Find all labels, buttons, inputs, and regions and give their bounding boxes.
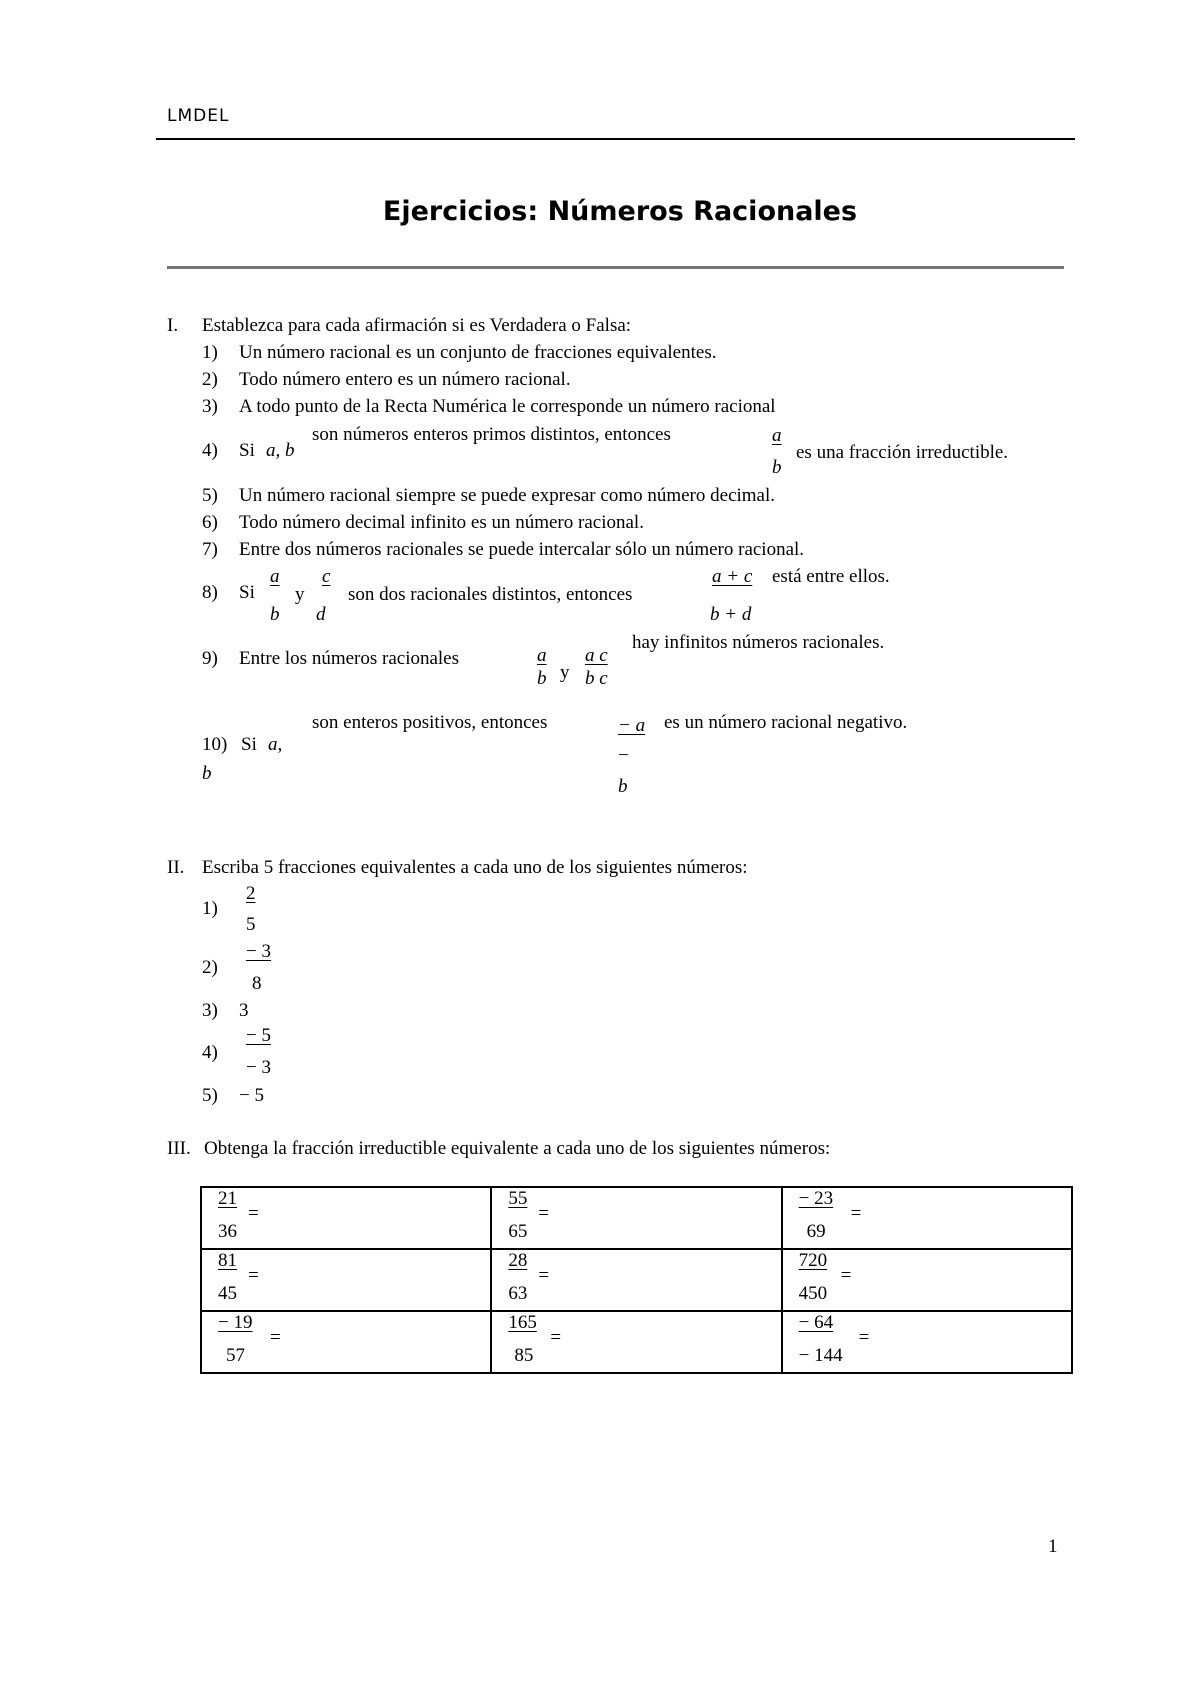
item10-si: Si bbox=[241, 734, 257, 755]
item4-fraction-numerator: a bbox=[772, 425, 782, 446]
cell-equals: = bbox=[538, 1203, 550, 1224]
item8-mid: son dos racionales distintos, entonces bbox=[348, 584, 633, 605]
cell-denominator: 45 bbox=[218, 1283, 237, 1304]
cell-numerator: 55 bbox=[508, 1188, 528, 1209]
table-cell bbox=[201, 1187, 491, 1249]
item8-fraction2-denominator: d bbox=[316, 604, 326, 625]
cell-denominator: 36 bbox=[218, 1221, 237, 1242]
item9-y: y bbox=[560, 662, 570, 683]
item4-vars: a, b bbox=[266, 440, 295, 461]
cell-equals: = bbox=[270, 1327, 281, 1348]
item10-fraction-denominator: b bbox=[618, 776, 628, 797]
item8-fraction1-numerator: a bbox=[270, 566, 280, 587]
cell-denominator: 65 bbox=[508, 1221, 528, 1242]
cell-equals: = bbox=[858, 1327, 870, 1348]
table-cell bbox=[782, 1311, 1072, 1373]
cell-denominator: − 144 bbox=[798, 1345, 843, 1366]
item8-fraction2-numerator: c bbox=[322, 566, 331, 587]
table-cell bbox=[201, 1311, 491, 1373]
fractions-table bbox=[200, 1186, 1073, 1374]
item6-number: 6) bbox=[202, 512, 218, 533]
table-row bbox=[201, 1311, 1072, 1373]
cell-numerator: − 64 bbox=[798, 1312, 834, 1333]
item10-end: es un número racional negativo. bbox=[664, 712, 908, 733]
section3-heading: Obtenga la fracción irreductible equivalente a cada uno de los siguientes números: bbox=[204, 1138, 831, 1159]
item10-fraction-numerator: − a bbox=[618, 715, 646, 736]
item1-number: 1) bbox=[202, 342, 218, 363]
s2-item2-number: 2) bbox=[202, 957, 218, 978]
item5-number: 5) bbox=[202, 485, 218, 506]
table-row bbox=[201, 1249, 1072, 1311]
item5-text: Un número racional siempre se puede expresar como número decimal. bbox=[239, 485, 776, 506]
item4-fraction-denominator: b bbox=[772, 457, 782, 478]
cell-numerator: 165 bbox=[508, 1312, 537, 1333]
table-cell bbox=[491, 1249, 781, 1311]
title-rule bbox=[167, 266, 1064, 269]
item1-text: Un número racional es un conjunto de fracciones equivalentes. bbox=[239, 342, 717, 363]
cell-numerator: − 23 bbox=[798, 1188, 834, 1209]
item9-number: 9) bbox=[202, 648, 218, 669]
table-row bbox=[201, 1187, 1072, 1249]
s2-item2-numerator: − 3 bbox=[246, 941, 271, 962]
s2-item3-value: 3 bbox=[239, 1000, 249, 1021]
item9-fraction2-denominator: b c bbox=[585, 668, 608, 689]
s2-item4-number: 4) bbox=[202, 1042, 218, 1063]
item10-fraction-minus: − bbox=[618, 745, 629, 766]
item3-text: A todo punto de la Recta Numérica le corresponde un número racional bbox=[239, 396, 776, 417]
item4-si: Si bbox=[239, 440, 255, 461]
cell-equals: = bbox=[550, 1327, 562, 1348]
item8-fraction3-numerator: a + c bbox=[712, 566, 753, 587]
s2-item1-denominator: 5 bbox=[246, 914, 256, 935]
table-cell bbox=[201, 1249, 491, 1311]
table-cell bbox=[491, 1187, 781, 1249]
item8-si: Si bbox=[239, 582, 255, 603]
section3-roman: III. bbox=[167, 1138, 191, 1159]
item3-number: 3) bbox=[202, 396, 218, 417]
header-rule bbox=[156, 138, 1075, 140]
item9-end: hay infinitos números racionales. bbox=[632, 632, 885, 653]
cell-denominator: 57 bbox=[226, 1345, 245, 1366]
s2-item1-numerator: 2 bbox=[246, 883, 256, 904]
cell-numerator: − 19 bbox=[218, 1312, 253, 1333]
s2-item5-value: − 5 bbox=[239, 1085, 264, 1106]
item8-y: y bbox=[295, 584, 305, 605]
cell-numerator: 28 bbox=[508, 1250, 528, 1271]
item9-fraction1-numerator: a bbox=[537, 645, 547, 666]
table-cell bbox=[491, 1311, 781, 1373]
cell-denominator: 85 bbox=[514, 1345, 534, 1366]
s2-item3-number: 3) bbox=[202, 1000, 218, 1021]
page-number: 1 bbox=[1048, 1536, 1058, 1557]
cell-denominator: 63 bbox=[508, 1283, 528, 1304]
item10-mid: son enteros positivos, entonces bbox=[312, 712, 548, 733]
cell-equals: = bbox=[248, 1203, 259, 1224]
item8-fraction1-denominator: b bbox=[270, 604, 280, 625]
s2-item4-denominator: − 3 bbox=[246, 1057, 271, 1078]
item4-mid: son números enteros primos distintos, entonces bbox=[312, 424, 671, 445]
section1-roman: I. bbox=[167, 315, 179, 336]
item8-number: 8) bbox=[202, 582, 218, 603]
s2-item4-numerator: − 5 bbox=[246, 1025, 271, 1046]
item9-text: Entre los números racionales bbox=[239, 648, 460, 669]
item8-end: está entre ellos. bbox=[772, 566, 890, 587]
item7-text: Entre dos números racionales se puede intercalar sólo un número racional. bbox=[239, 539, 805, 560]
cell-numerator: 21 bbox=[218, 1188, 237, 1209]
page-title: Ejercicios: Números Racionales bbox=[382, 196, 858, 227]
item9-fraction2-numerator: a c bbox=[585, 645, 608, 666]
s2-item5-number: 5) bbox=[202, 1085, 218, 1106]
item6-text: Todo número decimal infinito es un número racional. bbox=[239, 512, 644, 533]
section1-heading: Establezca para cada afirmación si es Verdadera o Falsa: bbox=[202, 315, 632, 336]
s2-item1-number: 1) bbox=[202, 898, 218, 919]
cell-numerator: 81 bbox=[218, 1250, 237, 1271]
item9-fraction1-denominator: b bbox=[537, 668, 547, 689]
section2-heading: Escriba 5 fracciones equivalentes a cada uno de los siguientes números: bbox=[202, 857, 748, 878]
cell-equals: = bbox=[248, 1265, 259, 1286]
cell-equals: = bbox=[840, 1265, 852, 1286]
s2-item2-denominator: 8 bbox=[252, 973, 262, 994]
cell-equals: = bbox=[538, 1265, 550, 1286]
table-cell bbox=[782, 1249, 1072, 1311]
item10-number: 10) bbox=[202, 734, 228, 755]
item10-var-b: b bbox=[202, 763, 212, 784]
cell-denominator: 450 bbox=[798, 1283, 828, 1304]
cell-denominator: 69 bbox=[806, 1221, 826, 1242]
item4-number: 4) bbox=[202, 440, 218, 461]
cell-numerator: 720 bbox=[798, 1250, 828, 1271]
item8-fraction3-denominator: b + d bbox=[710, 604, 752, 625]
header-org: LMDEL bbox=[167, 106, 230, 126]
table-cell bbox=[782, 1187, 1072, 1249]
item2-number: 2) bbox=[202, 369, 218, 390]
item2-text: Todo número entero es un número racional. bbox=[239, 369, 571, 390]
item7-number: 7) bbox=[202, 539, 218, 560]
section2-roman: II. bbox=[167, 857, 185, 878]
cell-equals: = bbox=[850, 1203, 862, 1224]
item10-vars: a, bbox=[268, 734, 283, 755]
item4-end: es una fracción irreductible. bbox=[796, 442, 1009, 463]
